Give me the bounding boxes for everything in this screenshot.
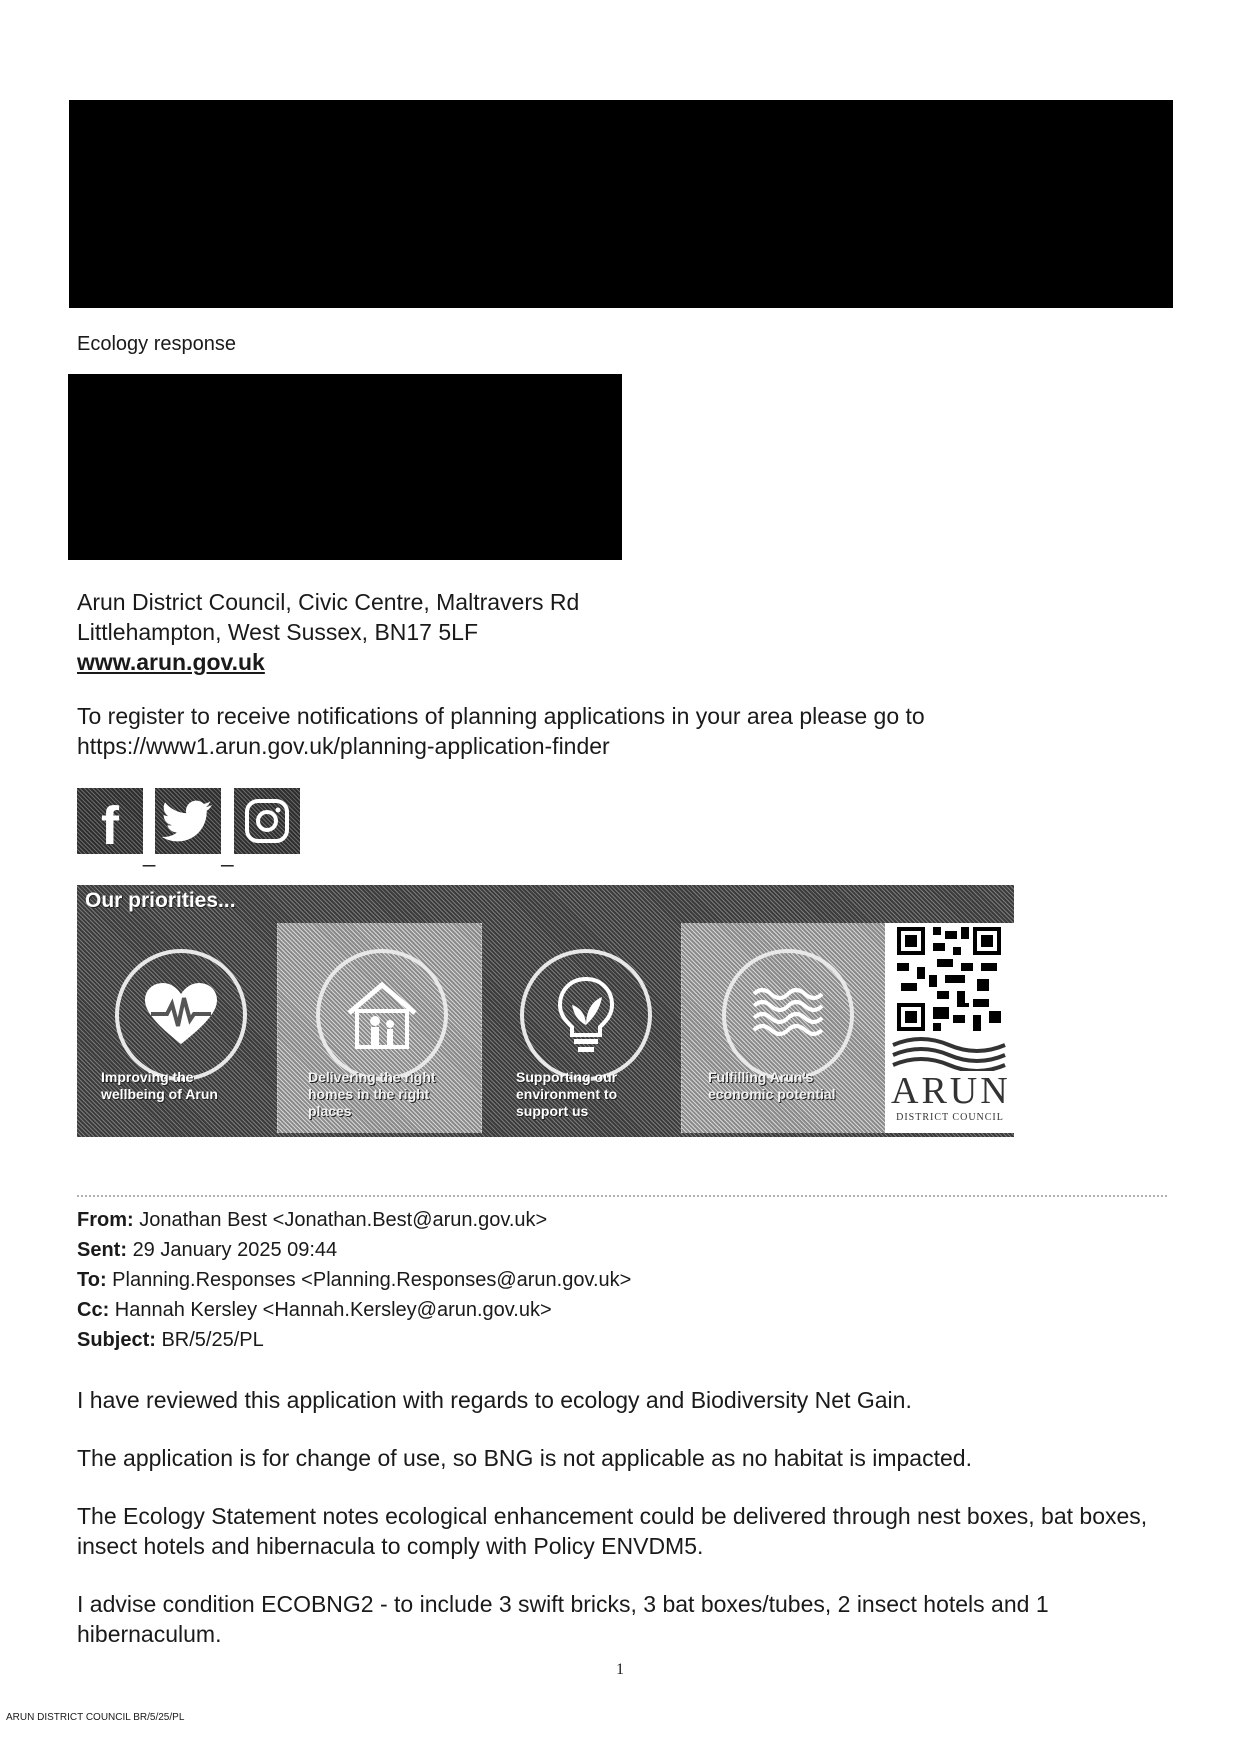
house-family-icon (316, 949, 448, 1081)
priority-panel-homes (277, 923, 482, 1133)
council-address (77, 587, 579, 677)
email-subject-row (77, 1325, 631, 1355)
arun-logo-subtext: DISTRICT COUNCIL (896, 1112, 1004, 1123)
priority-label: Improving the wellbeing of Arun (101, 1069, 218, 1102)
from-label: From: (77, 1209, 134, 1231)
footer-reference: ARUN DISTRICT COUNCIL BR/5/25/PL (6, 1712, 185, 1723)
sent-value: 29 January 2025 09:44 (132, 1239, 338, 1261)
twitter-bird-glyph (162, 799, 214, 843)
waves-glyph (748, 980, 828, 1050)
house-family-glyph (343, 979, 421, 1051)
register-notice (77, 701, 1177, 761)
email-body (77, 1385, 1167, 1649)
social-links (77, 788, 300, 868)
council-website-link[interactable]: www.arun.gov.uk (77, 649, 265, 675)
from-value: Jonathan Best <Jonathan.Best@arun.gov.uk> (139, 1209, 548, 1231)
facebook-icon[interactable] (77, 788, 143, 854)
register-notice-text: To register to receive notifications of planning applications in your area please go to (77, 703, 925, 729)
priority-panel-economy (681, 923, 886, 1133)
sent-label: Sent: (77, 1239, 127, 1261)
heart-pulse-icon (115, 949, 247, 1081)
cc-label: Cc: (77, 1299, 110, 1321)
email-header (77, 1205, 631, 1355)
qr-code-icon[interactable] (897, 927, 1001, 1031)
email-from-row (77, 1205, 631, 1235)
subject-value: BR/5/25/PL (161, 1329, 264, 1351)
planning-finder-url[interactable]: https://www1.arun.gov.uk/planning-application-finder (77, 733, 610, 759)
priority-label: Supporting our environment to support us (516, 1069, 618, 1119)
page-number: 1 (616, 1661, 624, 1678)
qr-logo-panel (885, 923, 1014, 1133)
twitter-icon[interactable] (155, 788, 221, 854)
facebook-glyph: f (101, 796, 119, 856)
email-sent-row (77, 1235, 631, 1265)
email-to-row (77, 1265, 631, 1295)
document-title: Ecology response (77, 333, 236, 355)
email-cc-row (77, 1295, 631, 1325)
lightbulb-leaf-icon (520, 949, 652, 1081)
separator: _ (221, 842, 234, 867)
redaction-block-signature (68, 374, 622, 560)
redaction-block-top (69, 100, 1173, 308)
priority-label: Fulfilling Arun's economic potential (708, 1069, 836, 1102)
instagram-camera-glyph (242, 796, 292, 846)
priorities-banner[interactable] (77, 885, 1014, 1137)
priority-panel-wellbeing (77, 923, 277, 1133)
subject-label: Subject: (77, 1329, 156, 1351)
heart-pulse-glyph (141, 980, 221, 1050)
email-separator (77, 1195, 1167, 1197)
waves-icon (722, 949, 854, 1081)
to-value: Planning.Responses <Planning.Responses@arun.gov.uk> (112, 1269, 632, 1291)
separator: _ (143, 842, 156, 867)
arun-waves-logo-icon (891, 1035, 1009, 1071)
body-paragraph-1: I have reviewed this application with regards to ecology and Biodiversity Net Gain. (77, 1387, 912, 1413)
priority-panel-environment (481, 923, 682, 1133)
to-label: To: (77, 1269, 107, 1291)
address-line-2: Littlehampton, West Sussex, BN17 5LF (77, 619, 478, 645)
instagram-icon[interactable] (234, 788, 300, 854)
body-paragraph-2: The application is for change of use, so BNG is not applicable as no habitat is impacted. (77, 1445, 972, 1471)
cc-value: Hannah Kersley <Hannah.Kersley@arun.gov.uk> (114, 1299, 552, 1321)
address-line-1: Arun District Council, Civic Centre, Maltravers Rd (77, 589, 580, 615)
body-paragraph-3: The Ecology Statement notes ecological enhancement could be delivered through nest boxes, bat boxes, insect hotels and hibernacula to comply with Policy ENVDM5. (77, 1503, 1148, 1559)
body-paragraph-4: I advise condition ECOBNG2 - to include 3 swift bricks, 3 bat boxes/tubes, 2 insect hotels and 1 hibernaculum. (77, 1591, 1049, 1647)
arun-logo-text: ARUN (891, 1070, 1011, 1112)
banner-title: Our priorities... (85, 889, 236, 912)
lightbulb-leaf-glyph (556, 975, 616, 1055)
priority-label: Delivering the right homes in the right places (308, 1069, 436, 1119)
